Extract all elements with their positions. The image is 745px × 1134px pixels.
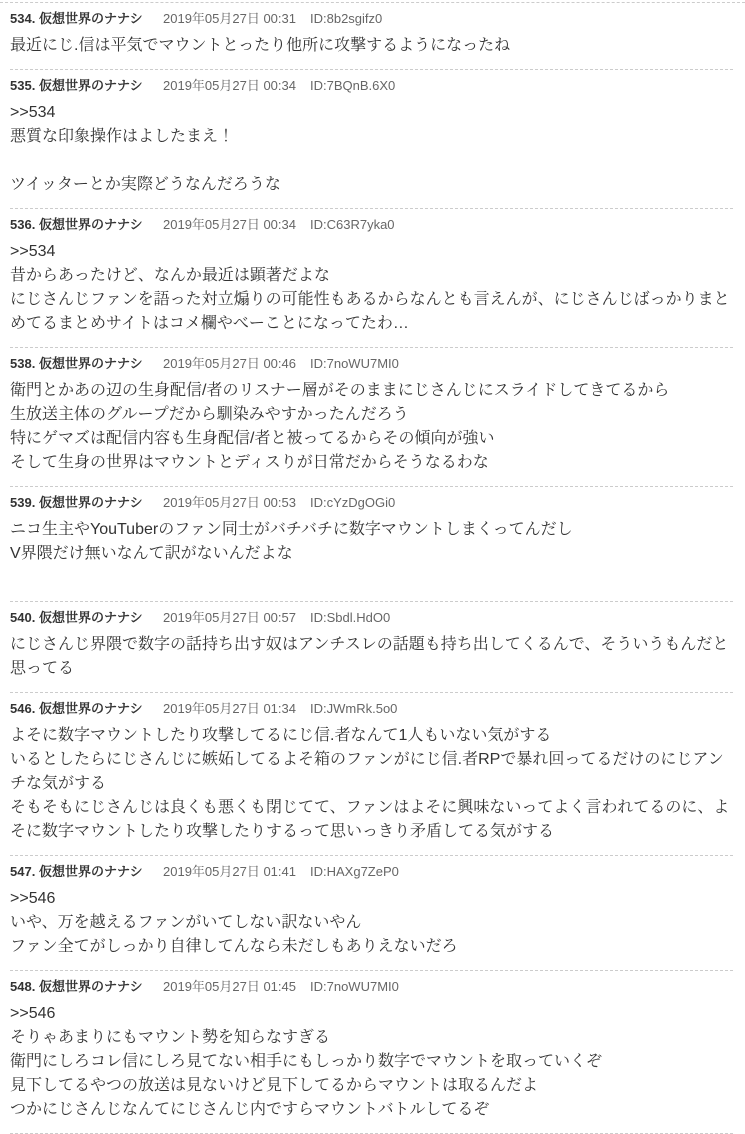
comment-text-line: >>546 xyxy=(10,890,56,907)
comment-body xyxy=(10,518,733,590)
comment-header xyxy=(10,356,733,371)
comment-number: 535. xyxy=(10,78,36,93)
comment-id: ID:7noWU7MI0 xyxy=(310,356,399,371)
comment-timestamp: 2019年05月27日 00:53 xyxy=(163,495,296,510)
comment-text-line: 見下してるやつの放送は見ないけど見下してるからマウントは取るんだよ xyxy=(10,1077,539,1094)
comment-text-line xyxy=(10,149,733,173)
comment-timestamp: 2019年05月27日 01:41 xyxy=(163,864,296,879)
comment-text-line: そりゃあまりにもマウント勢を知らなすぎる xyxy=(10,1029,331,1046)
comment-body xyxy=(10,240,733,336)
comment-id: ID:8b2sgifz0 xyxy=(310,11,383,26)
comment-body xyxy=(10,724,733,844)
comment-text-line: 最近にじ.信は平気でマウントとったり他所に攻撃するようになったね xyxy=(10,37,511,54)
comment xyxy=(10,487,733,602)
comment xyxy=(10,856,733,971)
comment xyxy=(10,3,733,70)
comment-text-line: ニコ生主やYouTuberのファン同士がバチバチに数字マウントしまくってんだし xyxy=(10,521,573,538)
comment-header xyxy=(10,78,733,93)
comment-text-line: >>534 xyxy=(10,243,56,260)
comment-text-line: V界隈だけ無いなんて訳がないんだよな xyxy=(10,545,293,562)
comment-thread xyxy=(0,2,745,1134)
comment-body xyxy=(10,1002,733,1122)
comment-timestamp: 2019年05月27日 00:31 xyxy=(163,11,296,26)
comment xyxy=(10,693,733,856)
comment-timestamp: 2019年05月27日 00:34 xyxy=(163,78,296,93)
comment-text-line: そもそもにじさんじは良くも悪くも閉じてて、ファンはよそに興味ないってよく言われてるのに、よそに数字マウントしたり攻撃したりするって思いっきり矛盾してる気がする xyxy=(10,799,730,840)
comment-number: 538. xyxy=(10,356,36,371)
comment-text-line: 衛門とかあの辺の生身配信/者のリスナー層がそのままにじさんじにスライドしてきてるから xyxy=(10,382,670,399)
comment-text-line xyxy=(10,566,733,590)
comment-id: ID:7BQnB.6X0 xyxy=(310,78,396,93)
comment-id: ID:cYzDgOGi0 xyxy=(310,495,396,510)
comment-timestamp: 2019年05月27日 01:34 xyxy=(163,701,296,716)
commenter-name: 仮想世界のナナシ xyxy=(38,356,143,371)
comment-body xyxy=(10,101,733,197)
comment-id: ID:7noWU7MI0 xyxy=(310,979,399,994)
comment-body xyxy=(10,887,733,959)
commenter-name: 仮想世界のナナシ xyxy=(38,217,143,232)
comment-text-line: >>534 xyxy=(10,104,56,121)
comment-body xyxy=(10,34,733,58)
comment-header xyxy=(10,217,733,232)
comment xyxy=(10,70,733,209)
comment-header xyxy=(10,864,733,879)
commenter-name: 仮想世界のナナシ xyxy=(38,979,143,994)
comment-text-line: >>546 xyxy=(10,1005,56,1022)
comment-text-line: にじさんじファンを語った対立煽りの可能性もあるからなんとも言えんが、にじさんじばっかりまとめてるまとめサイトはコメ欄やべーことになってたわ… xyxy=(10,291,730,332)
comment-id: ID:JWmRk.5o0 xyxy=(310,701,398,716)
comment-text-line: つかにじさんじなんてにじさんじ内ですらマウントバトルしてるぞ xyxy=(10,1101,490,1118)
comment-body xyxy=(10,633,733,681)
commenter-name: 仮想世界のナナシ xyxy=(38,864,143,879)
comment-text-line: いや、万を越えるファンがいてしない訳ないやん xyxy=(10,914,362,931)
comment-timestamp: 2019年05月27日 01:45 xyxy=(163,979,296,994)
commenter-name: 仮想世界のナナシ xyxy=(38,11,143,26)
comment-body xyxy=(10,379,733,475)
commenter-name: 仮想世界のナナシ xyxy=(38,495,143,510)
comment-text-line: ツイッターとか実際どうなんだろうな xyxy=(10,176,281,193)
comment xyxy=(10,348,733,487)
comment xyxy=(10,971,733,1134)
comment-text-line: 昔からあったけど、なんか最近は顕著だよな xyxy=(10,267,330,284)
comment-text-line: ファン全てがしっかり自律してんなら未だしもありえないだろ xyxy=(10,938,458,955)
comment xyxy=(10,602,733,693)
comment-header xyxy=(10,979,733,994)
comment-text-line: いるとしたらにじさんじに嫉妬してるよそ箱のファンがにじ信.者RPで暴れ回ってるだけのにじアンチな気がする xyxy=(10,751,724,792)
comment-text-line: よそに数字マウントしたり攻撃してるにじ信.者なんて1人もいない気がする xyxy=(10,727,552,744)
comment-text-line: 生放送主体のグループだから馴染みやすかったんだろう xyxy=(10,406,409,423)
comment-timestamp: 2019年05月27日 00:46 xyxy=(163,356,296,371)
comment-text-line: 衛門にしろコレ信にしろ見てない相手にもしっかり数字でマウントを取っていくぞ xyxy=(10,1053,603,1070)
comment-number: 546. xyxy=(10,701,36,716)
comment-timestamp: 2019年05月27日 00:34 xyxy=(163,217,296,232)
comment-id: ID:HAXg7ZeP0 xyxy=(310,864,399,879)
commenter-name: 仮想世界のナナシ xyxy=(38,78,143,93)
comment-number: 539. xyxy=(10,495,36,510)
comment-timestamp: 2019年05月27日 00:57 xyxy=(163,610,296,625)
comment-header xyxy=(10,11,733,26)
comment-header xyxy=(10,701,733,716)
commenter-name: 仮想世界のナナシ xyxy=(38,701,143,716)
comment-number: 540. xyxy=(10,610,36,625)
comment-number: 547. xyxy=(10,864,36,879)
comment-text-line: にじさんじ界隈で数字の話持ち出す奴はアンチスレの話題も持ち出してくるんで、そういうもんだと思ってる xyxy=(10,636,729,677)
comment-id: ID:Sbdl.HdO0 xyxy=(310,610,391,625)
comment-id: ID:C63R7yka0 xyxy=(310,217,395,232)
comment-number: 548. xyxy=(10,979,36,994)
comment-header xyxy=(10,610,733,625)
comment-text-line: 悪質な印象操作はよしたまえ！ xyxy=(10,128,235,145)
comment-number: 534. xyxy=(10,11,36,26)
commenter-name: 仮想世界のナナシ xyxy=(38,610,143,625)
comment-number: 536. xyxy=(10,217,36,232)
comment-text-line: そして生身の世界はマウントとディスりが日常だからそうなるわな xyxy=(10,454,489,471)
comment-header xyxy=(10,495,733,510)
comment xyxy=(10,209,733,348)
comment-text-line: 特にゲマズは配信内容も生身配信/者と被ってるからその傾向が強い xyxy=(10,430,495,447)
